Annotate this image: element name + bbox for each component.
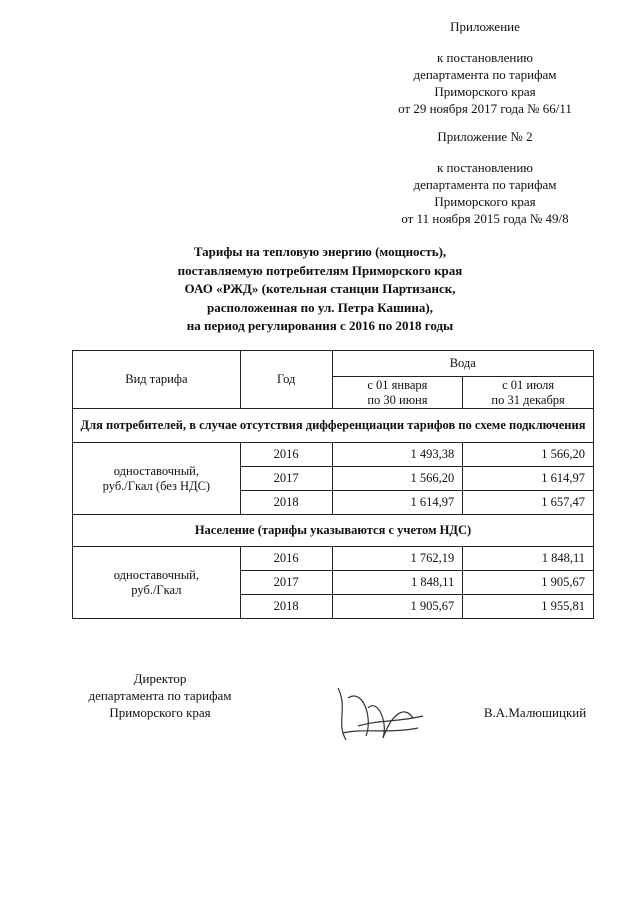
- year-cell: 2018: [240, 595, 332, 619]
- title-line: Тарифы на тепловую энергию (мощность),: [193, 244, 447, 259]
- header-period-2: [463, 377, 594, 409]
- value-cell: 1 762,19: [332, 547, 463, 571]
- appendix-2-line: департамента по тарифам: [413, 177, 557, 192]
- appendix-2-heading: Приложение № 2: [437, 129, 533, 144]
- section-title: Население (тарифы указываются с учетом НДС): [73, 515, 594, 547]
- value-cell: 1 848,11: [332, 571, 463, 595]
- appendix-2-line: Приморского края: [434, 194, 536, 209]
- signatory-position: [60, 670, 260, 721]
- year-cell: 2018: [240, 491, 332, 515]
- period-2-start: с 01 июля: [502, 377, 555, 392]
- signatory-name: В.А.Малюшицкий: [483, 705, 587, 720]
- value-cell: 1 848,11: [463, 547, 594, 571]
- header-year: Год: [240, 351, 332, 409]
- appendix-1-line: Приморского края: [434, 84, 536, 99]
- title-line: ОАО «РЖД» (котельная станции Партизанск,: [184, 281, 456, 296]
- tariff-type-line: руб./Гкал: [131, 582, 182, 597]
- appendix-1-line: к постановлению: [436, 50, 534, 65]
- tariff-type-cell: [73, 547, 241, 619]
- appendix-1-header: [370, 18, 600, 117]
- document-title: [60, 243, 580, 336]
- value-cell: 1 614,97: [463, 467, 594, 491]
- appendix-1-heading: Приложение: [450, 19, 520, 34]
- year-cell: 2017: [240, 571, 332, 595]
- value-cell: 1 493,38: [332, 443, 463, 467]
- title-line: на период регулирования с 2016 по 2018 годы: [186, 318, 454, 333]
- year-cell: 2017: [240, 467, 332, 491]
- title-line: поставляемую потребителям Приморского края: [177, 262, 463, 278]
- year-cell: 2016: [240, 547, 332, 571]
- appendix-2-line: от 11 ноября 2015 года № 49/8: [401, 211, 569, 226]
- period-1-start: с 01 января: [367, 377, 428, 392]
- value-cell: 1 905,67: [332, 595, 463, 619]
- header-water: Вода: [332, 351, 593, 377]
- header-tariff-type: Вид тарифа: [73, 351, 241, 409]
- period-2-end: по 31 декабря: [491, 392, 565, 407]
- value-cell: 1 566,20: [332, 467, 463, 491]
- value-cell: 1 955,81: [463, 595, 594, 619]
- tariff-type-cell: [73, 443, 241, 515]
- section-title: Для потребителей, в случае отсутствия дифференциации тарифов по схеме подключения: [73, 409, 594, 443]
- handwritten-signature: [318, 678, 438, 748]
- year-cell: 2016: [240, 443, 332, 467]
- title-line: расположенная по ул. Петра Кашина),: [207, 299, 433, 315]
- value-cell: 1 614,97: [332, 491, 463, 515]
- value-cell: 1 657,47: [463, 491, 594, 515]
- signatory-line: департамента по тарифам: [88, 688, 232, 703]
- header-period-1: [332, 377, 463, 409]
- tariff-type-line: одноставочный,: [113, 567, 199, 582]
- appendix-2-header: [370, 128, 600, 227]
- value-cell: 1 566,20: [463, 443, 594, 467]
- tariff-type-line: руб./Гкал (без НДС): [102, 478, 211, 493]
- signatory-line: Директор: [133, 671, 187, 686]
- appendix-2-line: к постановлению: [436, 160, 534, 175]
- period-1-end: по 30 июня: [367, 392, 428, 407]
- tariff-table: [72, 350, 594, 619]
- value-cell: 1 905,67: [463, 571, 594, 595]
- appendix-1-line: от 29 ноября 2017 года № 66/11: [398, 101, 572, 116]
- signatory-line: Приморского края: [109, 705, 211, 720]
- appendix-1-line: департамента по тарифам: [413, 67, 557, 82]
- tariff-type-line: одноставочный,: [113, 463, 199, 478]
